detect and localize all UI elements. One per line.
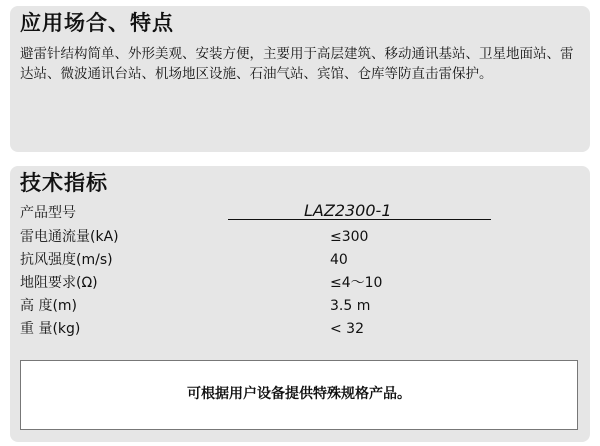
application-title: 应用场合、特点 bbox=[20, 11, 174, 35]
specs-title: 技术指标 bbox=[20, 171, 108, 195]
spec-value-model: LAZ2300-1 bbox=[304, 201, 392, 220]
spec-value: < 32 bbox=[330, 321, 364, 337]
spec-label: 抗风强度(m/s) bbox=[20, 252, 113, 268]
specs-panel bbox=[10, 166, 590, 442]
spec-row bbox=[20, 272, 540, 294]
spec-value: 3.5 m bbox=[330, 298, 371, 314]
custom-spec-note: 可根据用户设备提供特殊规格产品。 bbox=[187, 386, 411, 402]
spec-label: 地阻要求(Ω) bbox=[20, 275, 98, 291]
spec-row bbox=[20, 226, 540, 248]
spec-row bbox=[20, 249, 540, 271]
spec-row-model bbox=[20, 202, 540, 224]
spec-row bbox=[20, 318, 540, 340]
application-description: 避雷针结构简单、外形美观、安装方便，主要用于高层建筑、移动通讯基站、卫星地面站、雷达站、微波通讯台站、机场地区设施、石油气站、宾馆、仓库等防直击雷保护。 bbox=[20, 46, 574, 82]
custom-spec-note-box bbox=[20, 360, 578, 430]
spec-value: ≤300 bbox=[330, 229, 369, 245]
spec-label: 雷电通流量(kA) bbox=[20, 229, 119, 245]
spec-row bbox=[20, 295, 540, 317]
spec-value: 40 bbox=[330, 252, 348, 268]
spec-label: 产品型号 bbox=[20, 205, 76, 221]
spec-label: 重 量(kg) bbox=[20, 321, 81, 337]
application-panel bbox=[10, 6, 590, 152]
spec-label: 高 度(m) bbox=[20, 298, 78, 314]
spec-value: ≤4～10 bbox=[330, 275, 383, 291]
model-underline bbox=[228, 219, 491, 220]
